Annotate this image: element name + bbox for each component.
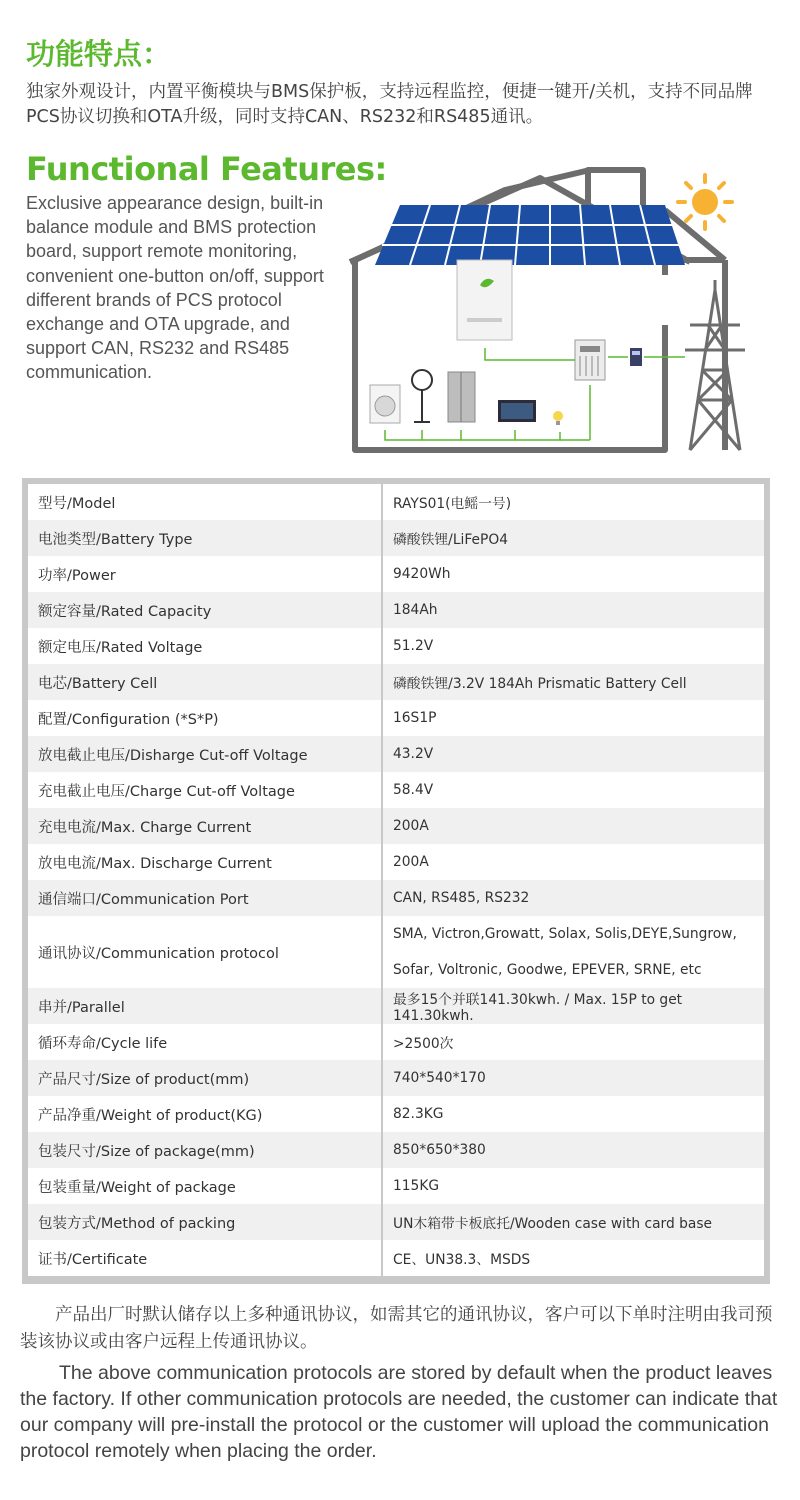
spec-value: 9420Wh (382, 556, 764, 592)
spec-value-line-1: SMA, Victron,Growatt, Solax, Solis,DEYE,Sungrow, (393, 926, 737, 942)
features-title-cn: 功能特点： (26, 37, 172, 71)
fan-icon (412, 370, 432, 422)
spec-row (28, 988, 764, 1024)
spec-value: 51.2V (382, 628, 764, 664)
spec-row (28, 592, 764, 628)
spec-row (28, 916, 764, 988)
spec-row (28, 700, 764, 736)
energy-system-illustration (330, 160, 770, 460)
features-intro-en: Exclusive appearance design, built-in balance module and BMS protection board, support remote monitoring, convenient one-button on/off, support different brands of PCS protocol exchange and OTA upgrade, and support CAN, RS232 and RS485 communication. (26, 193, 324, 383)
spec-row (28, 1204, 764, 1240)
spec-value: 58.4V (382, 772, 764, 808)
spec-value-line-2: Sofar, Voltronic, Goodwe, EPEVER, SRNE, etc (393, 962, 702, 978)
spec-value: 184Ah (382, 592, 764, 628)
spec-key: 放电截止电压/Disharge Cut-off Voltage (28, 736, 382, 772)
spec-row (28, 1132, 764, 1168)
spec-key: 产品净重/Weight of product(KG) (28, 1096, 382, 1132)
inverter-icon (575, 340, 605, 380)
spec-row (28, 1024, 764, 1060)
spec-key: 通讯协议/Communication protocol (28, 916, 382, 988)
spec-row (28, 484, 764, 520)
spec-row (28, 1168, 764, 1204)
spec-key: 配置/Configuration (*S*P) (28, 700, 382, 736)
spec-value (382, 916, 764, 988)
spec-key: 充电电流/Max. Charge Current (28, 808, 382, 844)
spec-row (28, 1096, 764, 1132)
spec-value: 82.3KG (382, 1096, 764, 1132)
spec-table (28, 484, 764, 1276)
sun-icon (678, 175, 732, 229)
protocol-note-en: The above communication protocols are stored by default when the product leaves the factory. If other communication protocols are needed, the customer can indicate that our company will pre-install the protocol or the customer will upload the communication protocol remotely when placing the order. (20, 1362, 778, 1462)
spec-row (28, 1060, 764, 1096)
spec-row (28, 772, 764, 808)
spec-key: 包装方式/Method of packing (28, 1204, 382, 1240)
spec-value: RAYS01(电鳐一号) (382, 484, 764, 520)
spec-key: 产品尺寸/Size of product(mm) (28, 1060, 382, 1096)
battery-unit-icon (457, 260, 512, 340)
spec-row (28, 520, 764, 556)
spec-key: 额定容量/Rated Capacity (28, 592, 382, 628)
spec-value: 200A (382, 844, 764, 880)
spec-value: 115KG (382, 1168, 764, 1204)
spec-value: 850*650*380 (382, 1132, 764, 1168)
spec-key: 串并/Parallel (28, 988, 382, 1024)
spec-value: 磷酸铁锂/LiFePO4 (382, 520, 764, 556)
spec-value: >2500次 (382, 1024, 764, 1060)
spec-value: CAN, RS485, RS232 (382, 880, 764, 916)
washing-machine-icon (370, 385, 400, 423)
spec-value: UN木箱带卡板底托/Wooden case with card base (382, 1204, 764, 1240)
spec-key: 功率/Power (28, 556, 382, 592)
spec-value: 16S1P (382, 700, 764, 736)
spec-key: 证书/Certificate (28, 1240, 382, 1276)
spec-value: 43.2V (382, 736, 764, 772)
solar-panel-icon (375, 205, 685, 265)
spec-row (28, 844, 764, 880)
spec-row (28, 1240, 764, 1276)
features-title-en: Functional Features: (26, 150, 387, 188)
spec-key: 电芯/Battery Cell (28, 664, 382, 700)
spec-key: 包装重量/Weight of package (28, 1168, 382, 1204)
spec-row (28, 628, 764, 664)
protocol-note-cn: 产品出厂时默认储存以上多种通讯协议，如需其它的通讯协议，客户可以下单时注明由我司预装该协议或由客户远程上传通讯协议。 (20, 1305, 773, 1352)
spec-key: 放电电流/Max. Discharge Current (28, 844, 382, 880)
spec-row (28, 736, 764, 772)
spec-value: 最多15个并联141.30kwh. / Max. 15P to get 141.30kwh. (382, 988, 764, 1024)
spec-row (28, 664, 764, 700)
fridge-icon (448, 372, 475, 422)
spec-value: 磷酸铁锂/3.2V 184Ah Prismatic Battery Cell (382, 664, 764, 700)
spec-key: 通信端口/Communication Port (28, 880, 382, 916)
spec-row (28, 808, 764, 844)
features-intro-cn: 独家外观设计，内置平衡模块与BMS保护板，支持远程监控，便捷一键开/关机，支持不同品牌PCS协议切换和OTA升级，同时支持CAN、RS232和RS485通讯。 (26, 82, 753, 127)
spec-key: 电池类型/Battery Type (28, 520, 382, 556)
spec-key: 型号/Model (28, 484, 382, 520)
spec-row (28, 556, 764, 592)
power-tower-icon (685, 280, 745, 450)
bulb-icon (553, 411, 563, 425)
spec-key: 包装尺寸/Size of package(mm) (28, 1132, 382, 1168)
spec-value: CE、UN38.3、MSDS (382, 1240, 764, 1276)
spec-table-frame (22, 478, 770, 1284)
spec-key: 额定电压/Rated Voltage (28, 628, 382, 664)
spec-value: 740*540*170 (382, 1060, 764, 1096)
spec-row (28, 880, 764, 916)
meter-icon (630, 348, 642, 366)
spec-value: 200A (382, 808, 764, 844)
spec-key: 充电截止电压/Charge Cut-off Voltage (28, 772, 382, 808)
spec-key: 循环寿命/Cycle life (28, 1024, 382, 1060)
tv-icon (498, 400, 536, 422)
